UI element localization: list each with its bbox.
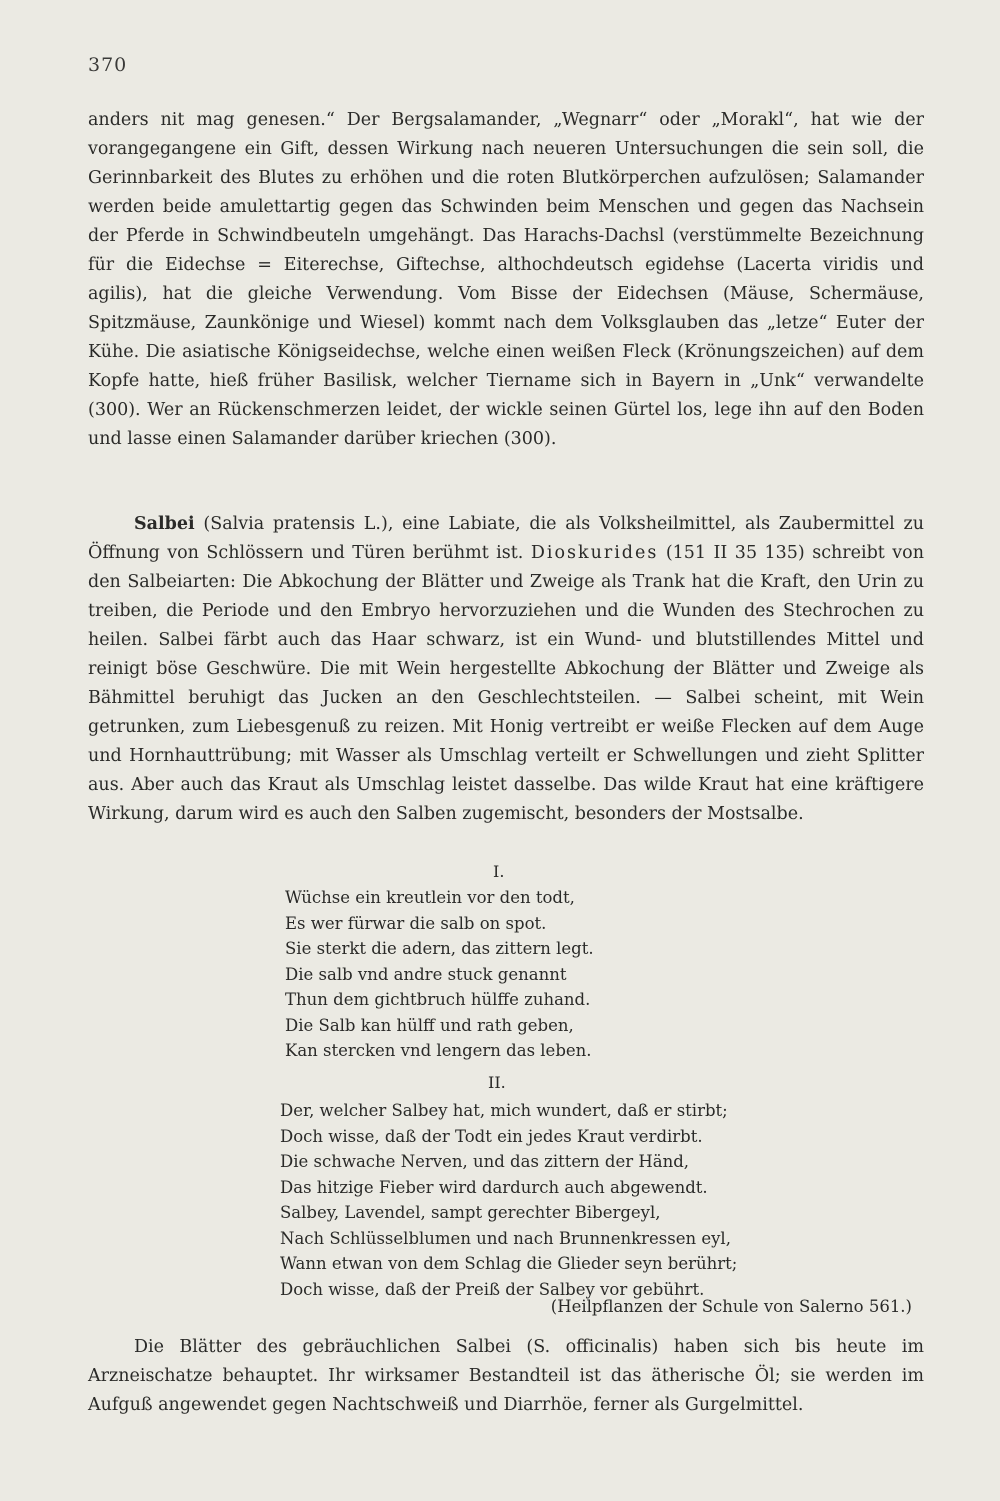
entry-text: (151 II 35 135) schreibt von den Salbeiarten: Die Abkochung der Blätter und Zweige als Trank hat die Kraft, den Urin zu treiben, die Periode und den Embryo hervorzuziehen und die Wunden des Stechrochen zu heilen. Salbei färbt auch das Haar schwarz, ist ein Wund- und blutstillendes Mittel und reinigt böse Geschwüre. Die mit Wein hergestellte Abkochung der Blätter und Zweige als Bähmittel beruhigt das Jucken an den Geschlechtsteilen. — Salbei scheint, mit Wein getrunken, zum Liebesgenuß zu reizen. Mit Honig vertreibt er weiße Flecken auf dem Auge und Hornhauttrübung; mit Wasser als Umschlag verteilt er Schwellungen und zieht Splitter aus. Aber auch das Kraut als Umschlag leistet dasselbe. Das wilde Kraut hat eine kräftigere Wirkung, darum wird es auch den Salben zugemischt, besonders der Mostsalbe. [88,543,924,824]
paragraph-salamander [88,106,924,454]
paragraph-officinalis [88,1333,924,1420]
poem-line: Wüchse ein kreutlein vor den todt, [285,888,575,907]
poem-line: Der, welcher Salbey hat, mich wundert, daß er stirbt; [280,1101,728,1120]
poem-line: Das hitzige Fieber wird dardurch auch abgewendt. [280,1177,708,1197]
poem-source-citation: (Heilpflanzen der Schule von Salerno 561.) [550,1297,912,1316]
poem-line: Kan stercken vnd lengern das leben. [285,1041,592,1060]
page-number: 370 [88,54,128,76]
poem-line: Thun dem gichtbruch hülffe zuhand. [285,990,591,1009]
poem-line: Salbey, Lavendel, sampt gerechter Bibergeyl, [280,1203,661,1222]
poem-line: Die Salb kan hülff und rath geben, [285,1015,574,1035]
poem-line: Die schwache Nerven, und das zittern der Händ, [280,1152,690,1171]
paragraph-body [88,510,924,829]
poem-line: Nach Schlüsselblumen und nach Brunnenkressen eyl, [280,1228,731,1248]
poem-two [280,1098,737,1302]
poem-line: Sie sterkt die adern, das zittern legt. [285,939,594,958]
poem-line: Die salb vnd andre stuck genannt [285,964,567,984]
poem-one [285,885,594,1064]
poem-line: Doch wisse, daß der Todt ein jedes Kraut verdirbt. [280,1126,703,1146]
poem-line: Wann etwan von dem Schlag die Glieder seyn berührt; [280,1254,738,1273]
paragraph-salbei [88,510,924,829]
poem-number: II. [488,1073,506,1092]
paragraph-text: anders nit mag genesen.“ Der Bergsalamander, „Wegnarr“ oder „Morakl“, hat wie der vorangegangene ein Gift, dessen Wirkung nach neueren Untersuchungen die sein soll, die Gerinnbarkeit des Blutes zu erhöhen und die roten Blutkörperchen aufzulösen; Salamander werden beide amulettartig gegen das Schwinden beim Menschen und gegen das Nachsein der Pferde in Schwindbeuteln umgehängt. Das Harachs-Dachsl (verstümmelte Bezeichnung für die Eidechse = Eiterechse, Giftechse, althochdeutsch egidehse (Lacerta viridis und agilis), hat die gleiche Verwendung. Vom Bisse der Eidechsen (Mäuse, Schermäuse, Spitzmäuse, Zaunkönige und Wiesel) kommt nach dem Volksglauben das „letze“ Euter der Kühe. Die asiatische Königseidechse, welche einen weißen Fleck (Krönungszeichen) auf dem Kopfe hatte, hieß früher Basilisk, welcher Tiername sich in Bayern in „Unk“ verwandelte (300). Wer an Rückenschmerzen leidet, der wickle seinen Gürtel los, lege ihn auf den Boden und lasse einen Salamander darüber kriechen (300). [88,110,924,449]
entry-headword: Salbei [134,514,195,534]
cited-author: Dioskurides [530,543,659,563]
poem-line: Doch wisse, daß der Preiß der Salbey vor gebührt. [280,1279,705,1299]
paragraph-text: Die Blätter des gebräuchlichen Salbei (S. officinalis) haben sich bis heute im Arzneischatze behauptet. Ihr wirksamer Bestandteil ist das ätherische Öl; sie werden im Aufguß angewendet gegen Nachtschweiß und Diarrhöe, ferner als Gurgelmittel. [88,1337,924,1415]
poem-number: I. [493,862,505,881]
entry-intro: (Salvia pratensis L.), eine Labiate, die als Volksheilmittel, als Zaubermittel zu Öffnung von Schlössern und Türen berühmt ist. [88,514,924,563]
poem-line: Es wer fürwar die salb on spot. [285,913,547,933]
